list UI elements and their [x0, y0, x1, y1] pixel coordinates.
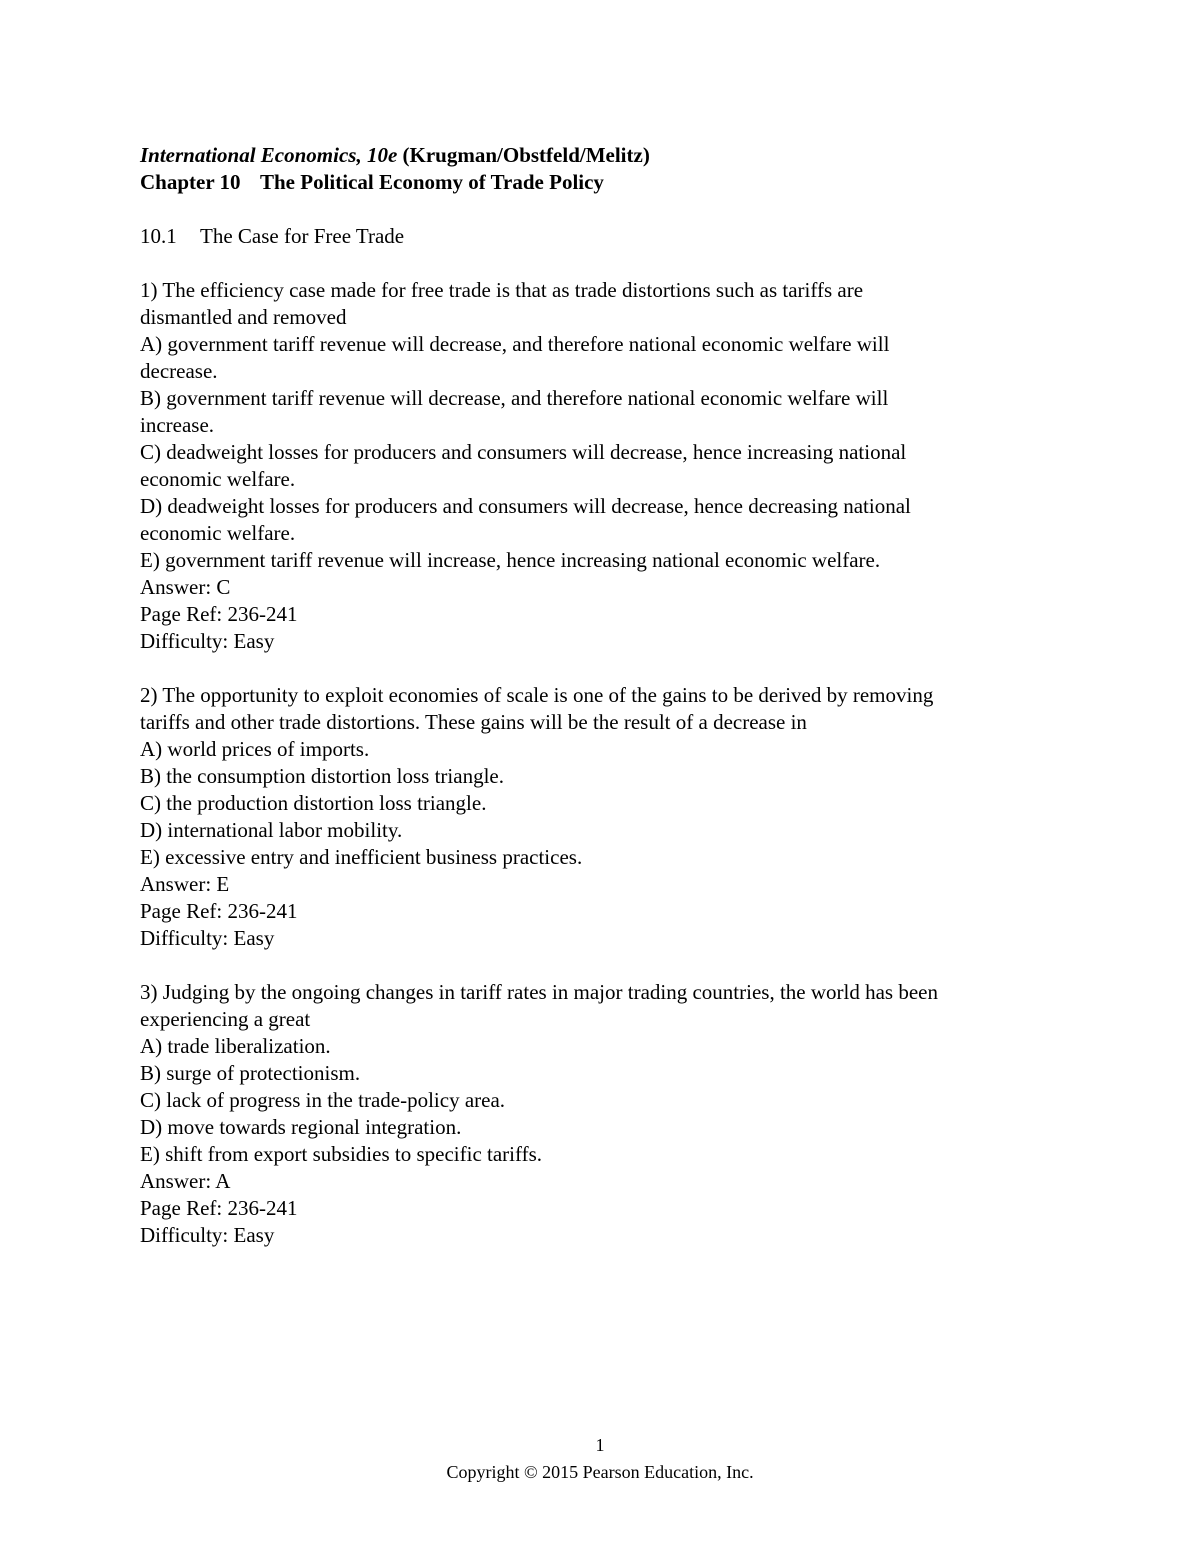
question-stem-line: dismantled and removed — [140, 305, 347, 329]
question-stem-line: 1) The efficiency case made for free trade is that as trade distortions such as tariffs are — [140, 278, 864, 302]
book-title: International Economics, 10e — [140, 143, 398, 167]
question-2 — [140, 682, 1070, 952]
question-1 — [140, 277, 1070, 655]
question-stem-line: experiencing a great — [140, 1007, 311, 1031]
option-line: C) deadweight losses for producers and consumers will decrease, hence increasing national — [140, 440, 907, 464]
option-line: economic welfare. — [140, 467, 296, 491]
chapter-label: Chapter 10 — [140, 170, 241, 194]
page-number: 1 — [595, 1435, 605, 1455]
option-line: D) deadweight losses for producers and consumers will decrease, hence decreasing national — [140, 494, 911, 518]
page-ref: Page Ref: 236-241 — [140, 602, 298, 626]
option-line: C) lack of progress in the trade-policy area. — [140, 1088, 506, 1112]
answer: Answer: A — [140, 1169, 231, 1193]
option-line: A) government tariff revenue will decrease, and therefore national economic welfare will — [140, 332, 890, 356]
option-line: B) surge of protectionism. — [140, 1061, 361, 1085]
option-line: B) the consumption distortion loss triangle. — [140, 764, 504, 788]
section-number: 10.1 — [140, 224, 177, 248]
option-line: B) government tariff revenue will decrease, and therefore national economic welfare will — [140, 386, 889, 410]
difficulty: Difficulty: Easy — [140, 1223, 275, 1247]
question-stem-line: 2) The opportunity to exploit economies of scale is one of the gains to be derived by removing — [140, 683, 934, 707]
book-authors: (Krugman/Obstfeld/Melitz) — [397, 143, 650, 167]
option-line: A) world prices of imports. — [140, 737, 370, 761]
option-line: increase. — [140, 413, 215, 437]
answer: Answer: C — [140, 575, 231, 599]
option-line: A) trade liberalization. — [140, 1034, 331, 1058]
option-line: D) move towards regional integration. — [140, 1115, 462, 1139]
copyright-notice: Copyright © 2015 Pearson Education, Inc. — [446, 1462, 754, 1482]
page-ref: Page Ref: 236-241 — [140, 1196, 298, 1220]
option-line: decrease. — [140, 359, 218, 383]
difficulty: Difficulty: Easy — [140, 926, 275, 950]
option-line: D) international labor mobility. — [140, 818, 403, 842]
chapter-heading — [140, 169, 1070, 196]
book-header — [140, 142, 1070, 169]
question-stem-line: 3) Judging by the ongoing changes in tariff rates in major trading countries, the world has been — [140, 980, 938, 1004]
option-line: E) shift from export subsidies to specific tariffs. — [140, 1142, 543, 1166]
option-line: E) excessive entry and inefficient business practices. — [140, 845, 583, 869]
section-heading — [140, 223, 1070, 250]
page-ref: Page Ref: 236-241 — [140, 899, 298, 923]
option-line: economic welfare. — [140, 521, 296, 545]
chapter-title: The Political Economy of Trade Policy — [260, 170, 604, 194]
answer: Answer: E — [140, 872, 230, 896]
option-line: E) government tariff revenue will increase, hence increasing national economic welfare. — [140, 548, 881, 572]
difficulty: Difficulty: Easy — [140, 629, 275, 653]
section-title: The Case for Free Trade — [200, 224, 405, 248]
document-page — [140, 142, 1070, 1249]
option-line: C) the production distortion loss triangle. — [140, 791, 487, 815]
question-3 — [140, 979, 1070, 1249]
question-stem-line: tariffs and other trade distortions. These gains will be the result of a decrease in — [140, 710, 807, 734]
